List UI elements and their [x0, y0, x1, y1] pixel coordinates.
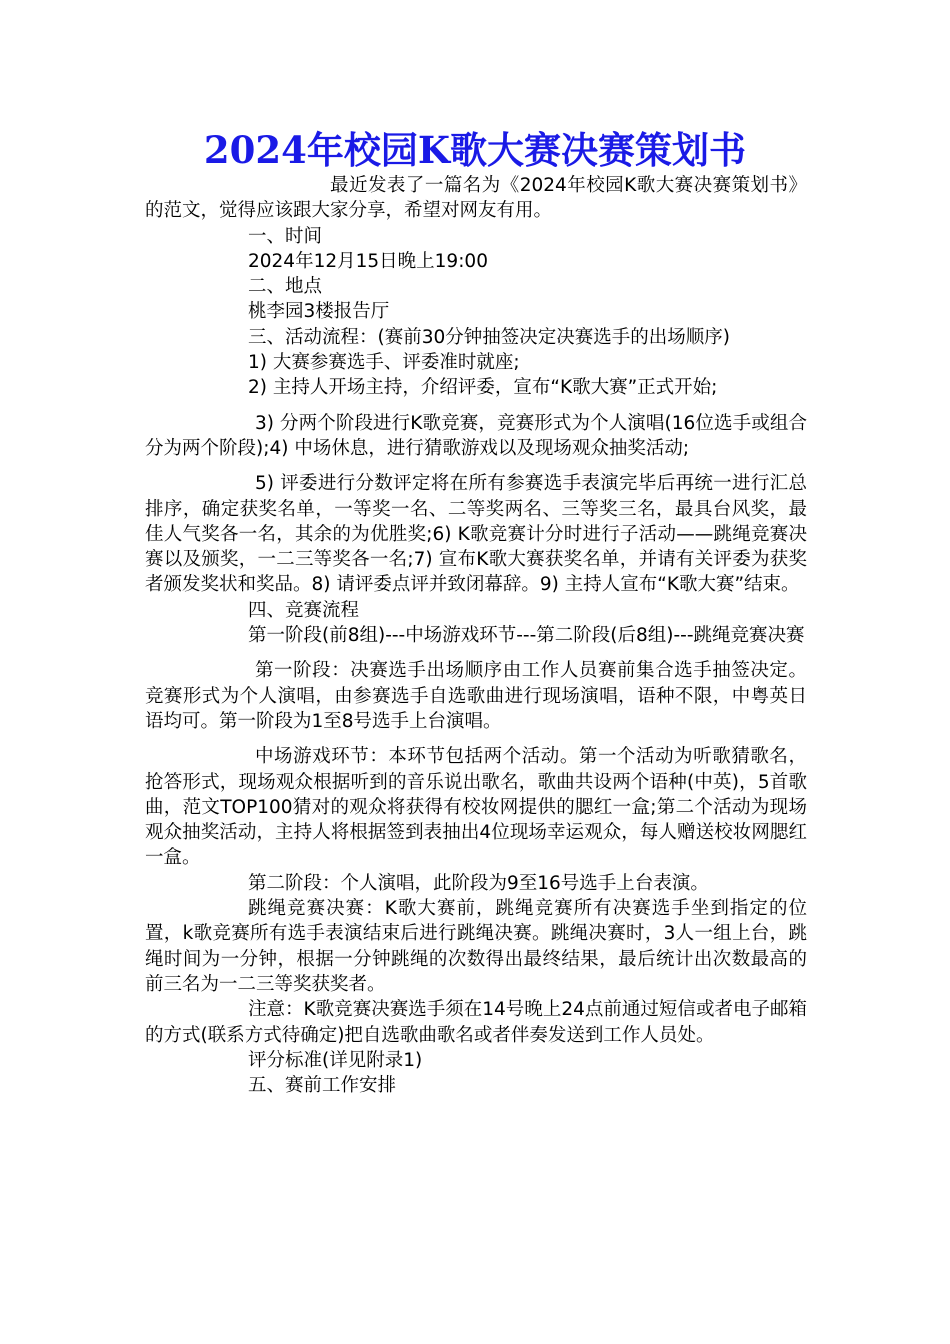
step-2: 2) 主持人开场主持，介绍评委，宣布“K歌大赛”正式开始; [248, 377, 718, 399]
scoring-criteria: 评分标准(详见附录1) [248, 1049, 423, 1071]
step-5-9: 5) 评委进行分数评定将在所有参赛选手表演完毕后再统一进行汇总排序，确定获奖名单，一等奖一名、二等奖两名、三等奖三名，最具台风奖，最佳人气奖各一名，其余的为优胜奖;6) K歌竞赛计分时进行子活动——跳绳竞赛决赛以及颁奖，一二三等奖各一名;7) 宣布K歌大赛获奖名单，并请有关评委为获奖者颁发奖状和奖品。8) 请评委点评并致闭幕辞。9) 主持人宣布“K歌大赛”结束。 [145, 473, 807, 596]
step-3-4: 3) 分两个阶段进行K歌竞赛，竞赛形式为个人演唱(16位选手或组合分为两个阶段);4) 中场休息，进行猜歌游戏以及现场观众抽奖活动; [145, 412, 807, 459]
section-heading-time: 一、时间 [248, 225, 323, 247]
section-heading-place: 二、地点 [248, 276, 323, 298]
section-heading-prep: 五、赛前工作安排 [248, 1075, 397, 1097]
document-title: 2024年校园K歌大赛决赛策划书 [203, 128, 747, 172]
step-1: 1) 大赛参赛选手、评委准时就座; [248, 352, 520, 374]
place-value: 桃李园3楼报告厅 [248, 301, 390, 323]
competition-flow: 第一阶段(前8组)---中场游戏环节---第二阶段(后8组)---跳绳竞赛决赛 [248, 625, 805, 647]
rope-skipping-final: 跳绳竞赛决赛：K歌大赛前，跳绳竞赛所有决赛选手坐到指定的位置，k歌竞赛所有选手表演结束后进行跳绳决赛。跳绳决赛时，3人一组上台，跳绳时间为一分钟，根据一分钟跳绳的次数得出最终结果，最后统计出次数最高的前三名为一二三等奖获奖者。 [145, 898, 807, 995]
section-heading-process: 三、活动流程：(赛前30分钟抽签决定决赛选手的出场顺序) [248, 326, 730, 348]
intro-paragraph: 最近发表了一篇名为《2024年校园K歌大赛决赛策划书》的范文，觉得应该跟大家分享，希望对网友有用。 [145, 175, 807, 222]
stage-two: 第二阶段：个人演唱，此阶段为9至16号选手上台表演。 [248, 872, 709, 894]
note-paragraph: 注意：K歌竞赛决赛选手须在14号晚上24点前通过短信或者电子邮箱的方式(联系方式待确定)把自选歌曲歌名或者伴奏发送到工作人员处。 [145, 999, 807, 1046]
section-heading-competition: 四、竞赛流程 [248, 599, 360, 621]
document-body [145, 173, 807, 1098]
intermission-games: 中场游戏环节：本环节包括两个活动。第一个活动为听歌猜歌名，抢答形式，现场观众根据听到的音乐说出歌名，歌曲共设两个语种(中英)，5首歌曲，范文TOP100猜对的观众将获得有校妆网提供的腮红一盒;第二个活动为现场观众抽奖活动，主持人将根据签到表抽出4位现场幸运观众，每人赠送校妆网腮红一盒。 [145, 746, 807, 869]
time-value: 2024年12月15日晚上19:00 [248, 250, 488, 272]
stage-one: 第一阶段：决赛选手出场顺序由工作人员赛前集合选手抽签决定。竞赛形式为个人演唱，由参赛选手自选歌曲进行现场演唱，语种不限，中粤英日语均可。第一阶段为1至8号选手上台演唱。 [145, 660, 807, 732]
